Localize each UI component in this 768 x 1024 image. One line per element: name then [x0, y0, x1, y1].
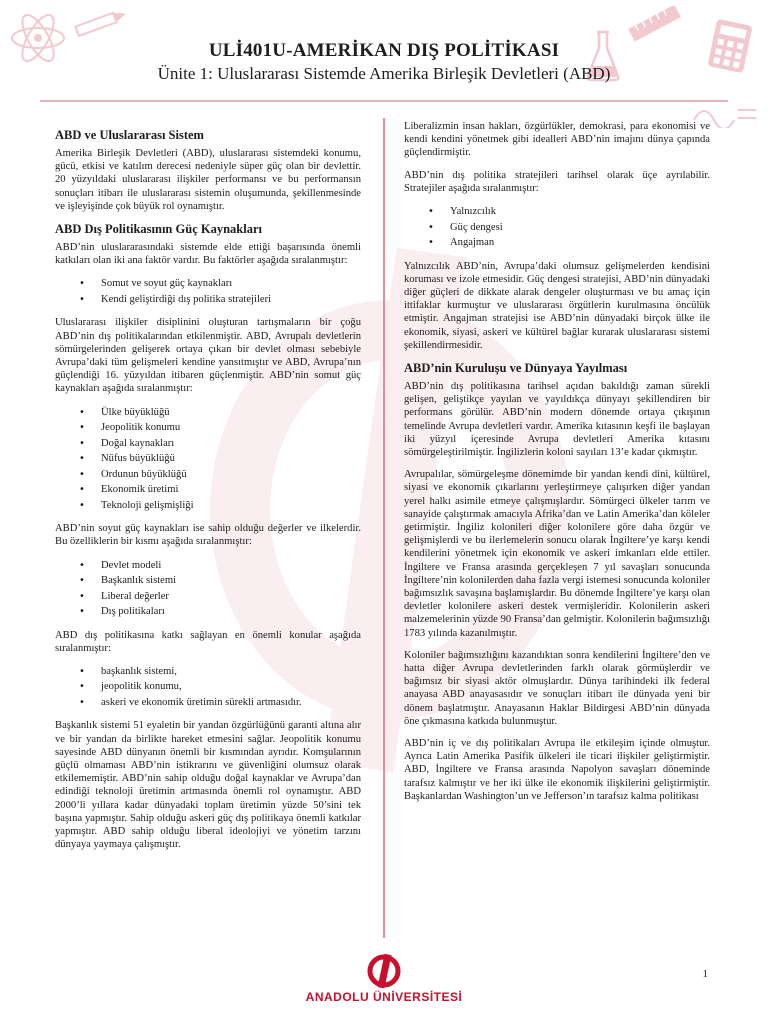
- paragraph: Avrupalılar, sömürgeleşme dönemimde bir yandan kendi dini, kültürel, siyasi ve ekonomik çıkarlarını yerleştirmeye çalışırken diğer yandan yerel halkı asimile etmeye çalışmışlardır. Sömürgeci ülkeler tarım ve sanayide çalıştırmak amacıyla Afrika’dan ve Latin Amerika’dan köleler getirmiştir. İngiliz kolonileri diğer kolonilere göre daha özgür ve gelişmişlerdi ve bu ilerlemelerin sonucu olarak İngiltere’ye karşı kendi kendilerini yönetmek için ekonomik ve askeri imkanları elde ettiler. İngiltere ve Fransa arasında gerçekleşen 7 yıl savaşları sonucunda İngiltere’nin kolonilerden daha fazla vergi istemesi sonucunda koloniler bağımsızlık savaşına başlamışlardır. Bu dönemde İngiltere’ye karşı olan devletler kolonilere askeri destek vermişleridir. Kolonilerin askeri malzemelerinin yüzde 90 Fransa’dan gelmiştir. Kolonilerin bağımsızlığı 1783 yılında kazanılmıştır.: [404, 469, 710, 639]
- list-item: • Ordunun büyüklüğü: [55, 467, 361, 483]
- list-item: • Liberal değerler: [55, 589, 361, 605]
- list-item: • jeopolitik konumu,: [55, 679, 361, 695]
- paragraph: Uluslararası ilişkiler disiplinini oluşturan tartışmaların bir çoğu ABD’nin dış politikalarından etkilenmiştir. ABD, Avrupalı devletlerin sömürgelerinden gelişerek ortaya çıkan bir devlet olması sebebiyle Avrupa’daki tüm gelişmeleri kendine yansıtmıştır ve ABD, Avrupa’nın güçlendiği 16. yüzyıldan itibaren güçlenmiştir. ABD’nin somut güç kaynakları aşağıda sıralanmıştır:: [55, 317, 361, 395]
- header-divider: [40, 100, 728, 102]
- paragraph: ABD dış politikasına katkı sağlayan en önemli konular aşağıda sıralanmıştır:: [55, 629, 361, 654]
- course-title: ULİ401U-AMERİKAN DIŞ POLİTİKASI: [208, 40, 560, 61]
- column-divider: [383, 118, 385, 938]
- paragraph: Koloniler bağımsızlığını kazandıktan sonra kendilerini İngiltere’den ve hatta diğer Avrupa devletlerinden farklı olarak görmüşlerdir ve bağımsız bir siyasi aktör olmuşlardır. Dünya tarihindeki ilk federal anayasa ABD anayasasıdır ve sonuçları itibarı ile dünyada yeni bir dönem başlatmıştır. Anayasanın Haklar Bildirgesi ABD’nin dünyada öne çıkmasına katkıda bulunmuştur.: [404, 649, 710, 727]
- list-item: • başkanlık sistemi,: [55, 664, 361, 680]
- list-item: • askeri ve ekonomik üretimin sürekli artmasıdır.: [55, 695, 361, 711]
- paragraph: Amerika Birleşik Devletleri (ABD), uluslararası sistemdeki konumu, gücü, etkisi ve katılım derecesi nedeniyle süper güç olan bir devlettir. 20 yüzyıldaki uluslararası ilişkiler performansı ve bu performansın sonuçları itibarı ile uluslararası sistemin oluşumunda, şekillenmesinde ve işleyişinde çok büyük rol oynamıştır.: [55, 148, 361, 212]
- list-item: • Nüfus büyüklüğü: [55, 451, 361, 467]
- paragraph: ABD’nin soyut güç kaynakları ise sahip olduğu değerler ve ilkelerdir. Bu özelliklerin bir kısmı aşağıda sıralanmıştır:: [55, 523, 361, 548]
- unit-title: Ünite 1: Uluslararası Sistemde Amerika Birleşik Devletleri (ABD): [157, 64, 611, 83]
- paragraph: Başkanlık sistemi 51 eyaletin bir yandan özgürlüğünü garanti altına alır ve bir yandan da birlikte hareket etmesini sağlar. Jeopolitik konumu sayesinde ABD dünyanın önemli bir kısmından ayrıdır. Komşularının güçlü olmaması ABD’nin istikrarını ve güvenliğini olumsuz olarak etkilememiştir. ABD’nin sahip olduğu doğal kaynaklar ve Avrupa’dan edindiği teknoloji üretimin artmasında önemli rol oynamıştır. ABD 2000’li yıllara kadar dünyadaki toplam üretimin yüzde 50’sini tek başına yapmıştır. Sahip olduğu askeri güç dış politikaya önemli katkılar yapmıştır. ABD sahip olduğu liberal ideolojiyi ve yönetim tarzını dünyaya yaymaya çalışmıştır.: [55, 720, 361, 851]
- bullet-list: [55, 405, 361, 514]
- paragraph: ABD’nin dış politika stratejileri tarihsel olarak üçe ayrılabilir. Stratejiler aşağıda sıralanmıştır:: [404, 169, 710, 194]
- list-item: • Kendi geliştirdiği dış politika stratejileri: [55, 292, 361, 308]
- list-item: • Dış politikaları: [55, 604, 361, 620]
- paragraph: ABD’nin uluslararasındaki sistemde elde ettiği başarısında önemli katkıları olan iki ana faktör vardır. Bu faktörler aşağıda sıralanmıştır:: [55, 242, 361, 267]
- page-number: 1: [702, 968, 708, 980]
- list-item: • Güç dengesi: [404, 220, 710, 236]
- bullet-list: [404, 204, 710, 251]
- university-logo: [0, 954, 768, 1004]
- left-column: [55, 128, 361, 860]
- list-item: • Teknoloji gelişmişliği: [55, 498, 361, 514]
- section-heading: ABD Dış Politikasının Güç Kaynakları: [55, 222, 262, 237]
- list-item: • Yalnızcılık: [404, 204, 710, 220]
- list-item: • Doğal kaynakları: [55, 436, 361, 452]
- page-header: [0, 40, 768, 84]
- list-item: • Ülke büyüklüğü: [55, 405, 361, 421]
- list-item: • Ekonomik üretimi: [55, 482, 361, 498]
- section-heading: ABD’nin Kuruluşu ve Dünyaya Yayılması: [404, 360, 628, 375]
- anadolu-logo-icon: [364, 954, 404, 988]
- paragraph: ABD’nin dış politikasına tarihsel açıdan bakıldığı zaman sürekli gelişen, geliştikçe yayılan ve yayıldıkça dünyayı şekillendiren bir performans görülür. ABD’nin modern dönemde ortaya çıkışının temelinde Avrupa devletleri vardır. Amerika kıtasının keşfi ile başlayan iki yüzyıl içeresinde Avrupa devletleri Amerika kıtasını sömürgeleştirilmiştir. İngilizlerin koloni sayıları 13’e kadar çıkmıştır.: [404, 380, 710, 458]
- paragraph: Liberalizmin insan hakları, özgürlükler, demokrasi, para ekonomisi ve kendi kendini yönetmek gibi idealleri ABD’nin imajını dünya çapında güçlendirmiştir.: [404, 121, 710, 159]
- list-item: • Başkanlık sistemi: [55, 573, 361, 589]
- bullet-list: [55, 664, 361, 711]
- list-item: • Jeopolitik konumu: [55, 420, 361, 436]
- bullet-list: [55, 558, 361, 620]
- list-item: • Somut ve soyut güç kaynakları: [55, 276, 361, 292]
- section-heading: ABD ve Uluslararası Sistem: [55, 128, 204, 142]
- right-column: [404, 120, 710, 812]
- list-item: • Devlet modeli: [55, 558, 361, 574]
- university-name: ANADOLU ÜNİVERSİTESİ: [305, 990, 463, 1004]
- paragraph: ABD’nin iç ve dış politikaları Avrupa ile etkileşim içinde olmuştur. Ayrıca Latin Amerika Pasifik ülkeleri ile ticari ilişkiler geliştirmiştir. ABD, İngiltere ve Fransa arasında Napolyon savaşları döneminde tarafsız kalmıştır ve her iki ülke ile ekonomik ilişkilerini geliştirmiştir. Başkanlardan Washington’un ve Jefferson’ın tarafsız kalma politikası: [404, 738, 710, 802]
- bullet-list: [55, 276, 361, 307]
- paragraph: Yalnızcılık ABD’nin, Avrupa’daki olumsuz gelişmelerden kendisini koruması ve izole etmesidir. Güç dengesi stratejisi, ABD’nin dünyadaki diğer güçleri de dikkate alarak dengeler oluşturması ve bu amaç için ittifaklar kurmuştur ve uluslararası örgütlerin kurulmasına öncülük etmiştir. Angajman stratejisi ise ABD’nin dünyadaki birçok ülke ile ekonomik, siyasi, askeri ve kültürel bağlar kurarak uluslararası sistemi şekillendirmesidir.: [404, 260, 710, 351]
- list-item: • Angajman: [404, 235, 710, 251]
